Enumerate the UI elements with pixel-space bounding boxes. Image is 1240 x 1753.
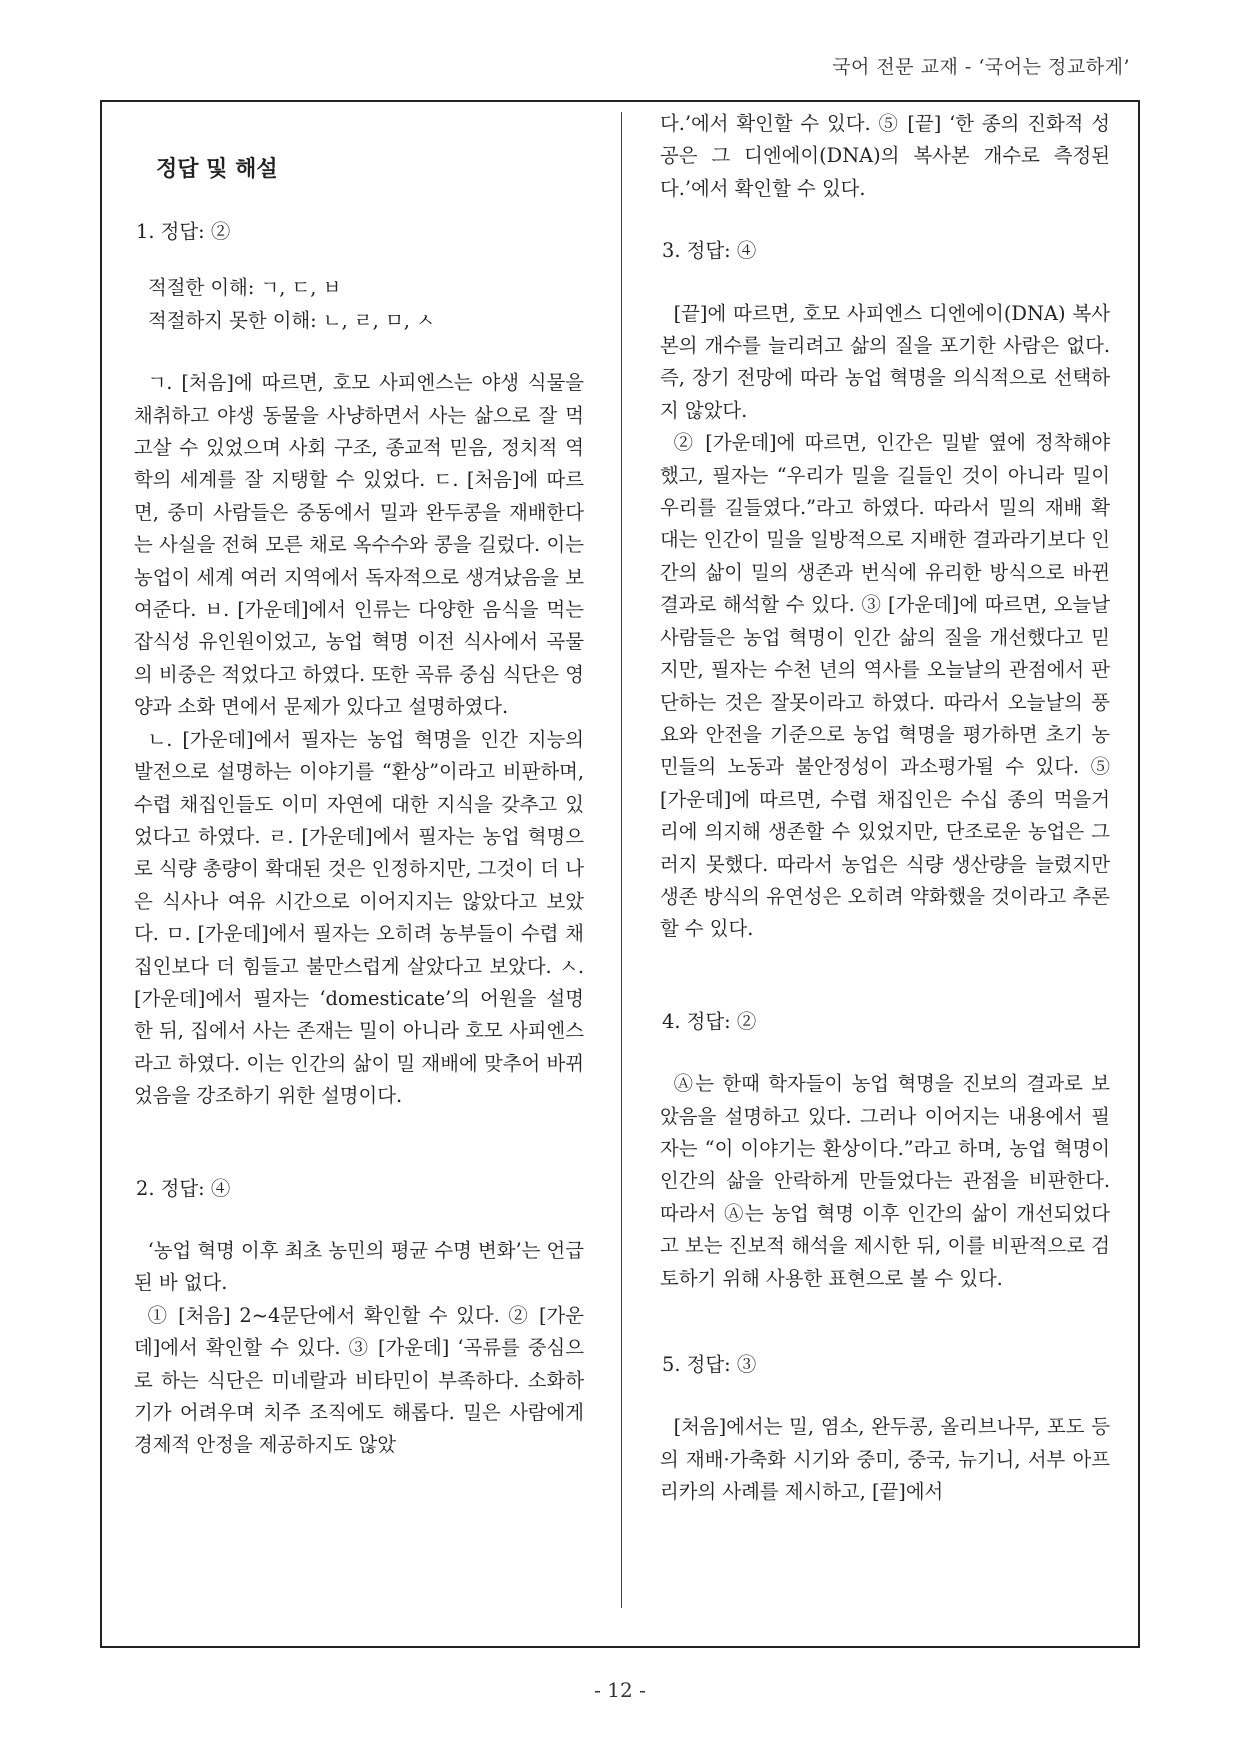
q2-explanation-1: ‘농업 혁명 이후 최초 농민의 평균 수명 변화’는 언급된 바 없다. [134,1238,584,1295]
q2-answer: 2. 정답: ④ [136,1176,231,1200]
right-column [660,108,1110,1509]
q3-answer: 3. 정답: ④ [662,239,757,263]
q3-explanation-1: [끝]에 따르면, 호모 사피엔스 디엔에이(DNA) 복사본의 개수를 늘리려고 삶의 질을 포기한 사람은 없다. 즉, 장기 전망에 따라 농업 혁명을 의식적으로 선택하지 않았다. [660,301,1110,422]
q4-answer: 4. 정답: ② [662,1009,757,1033]
section-title: 정답 및 해설 [156,157,278,182]
page-number: - 12 - [594,1678,646,1702]
column-divider [621,112,622,1608]
q1-explanation-1: ㄱ. [처음]에 따르면, 호모 사피엔스는 야생 식물을 채취하고 야생 동물을 사냥하면서 사는 삶으로 잘 먹고살 수 있었으며 사회 구조, 종교적 믿음, 정치적 역학의 세계를 잘 지탱할 수 있었다. ㄷ. [처음]에 따르면, 중미 사람들은 중동에서 밀과 완두콩을 재배한다는 사실을 전혀 모른 채로 옥수수와 콩을 길렀다. 이는 농업이 세계 여러 지역에서 독자적으로 생겨났음을 보여준다. ㅂ. [가운데]에서 인류는 다양한 음식을 먹는 잡식성 유인원이었고, 농업 혁명 이전 식사에서 곡물의 비중은 적었다고 하였다. 또한 곡류 중심 식단은 영양과 소화 면에서 문제가 있다고 설명하였다. [134,371,584,719]
q1-correct: 적절한 이해: ㄱ, ㄷ, ㅂ [148,276,342,300]
q1-incorrect: 적절하지 못한 이해: ㄴ, ㄹ, ㅁ, ㅅ [148,308,435,332]
q5-explanation: [처음]에서는 밀, 염소, 완두콩, 올리브나무, 포도 등의 재배·가축화 시기와 중미, 중국, 뉴기니, 서부 아프리카의 사례를 제시하고, [끝]에서 [660,1415,1110,1504]
q5-answer: 5. 정답: ③ [662,1353,757,1376]
q1-answer: 1. 정답: ② [136,220,231,243]
page-header: 국어 전문 교재 - ‘국어는 정교하게’ [832,56,1130,78]
q2-explanation-2: ① [처음] 2~4문단에서 확인할 수 있다. ② [가운데]에서 확인할 수 있다. ③ [가운데] ‘곡류를 중심으로 하는 식단은 미네랄과 비타민이 부족하다. 소화하기가 어려우며 치주 조직에도 해롭다. 밀은 사람에게 경제적 안정을 제공하지도 않았 [134,1303,584,1457]
q4-explanation: Ⓐ는 한때 학자들이 농업 혁명을 진보의 결과로 보았음을 설명하고 있다. 그러나 이어지는 내용에서 필자는 “이 이야기는 환상이다.”라고 하며, 농업 혁명이 인간의 삶을 안락하게 만들었다는 관점을 비판한다. 따라서 Ⓐ는 농업 혁명 이후 인간의 삶이 개선되었다고 보는 진보적 해석을 제시한 뒤, 이를 비판적으로 검토하기 위해 사용한 표현으로 볼 수 있다. [660,1072,1110,1290]
q3-explanation-2: ② [가운데]에 따르면, 인간은 밀밭 옆에 정착해야 했고, 필자는 “우리가 밀을 길들인 것이 아니라 밀이 우리를 길들였다.”라고 하였다. 따라서 밀의 재배 확대는 인간이 밀을 일방적으로 지배한 결과라기보다 인간의 삶이 밀의 생존과 번식에 유리한 방식으로 바뀐 결과로 해석할 수 있다. ③ [가운데]에 따르면, 오늘날 사람들은 농업 혁명이 인간 삶의 질을 개선했다고 믿지만, 필자는 수천 년의 역사를 오늘날의 관점에서 판단하는 것은 잘못이라고 하였다. 따라서 오늘날의 풍요와 안전을 기준으로 농업 혁명을 평가하면 초기 농민들의 노동과 불안정성이 과소평가될 수 있다. ⑤ [가운데]에 따르면, 수렵 채집인은 수십 종의 먹을거리에 의지해 생존할 수 있었지만, 단조로운 농업은 그러지 못했다. 따라서 농업은 식량 생산량을 늘렸지만 생존 방식의 유연성은 오히려 약화했을 것이라고 추론할 수 있다. [660,431,1110,941]
q1-explanation-2: ㄴ. [가운데]에서 필자는 농업 혁명을 인간 지능의 발전으로 설명하는 이야기를 “환상”이라고 비판하며, 수렵 채집인들도 이미 자연에 대한 지식을 갖추고 있었다고 하였다. ㄹ. [가운데]에서 필자는 농업 혁명으로 식량 총량이 확대된 것은 인정하지만, 그것이 더 나은 식사나 여유 시간으로 이어지지는 않았다고 보았다. ㅁ. [가운데]에서 필자는 오히려 농부들이 수렵 채집인보다 더 힘들고 불만스럽게 살았다고 보았다. ㅅ. [가운데]에서 필자는 ‘domesticate’의 어원을 설명한 뒤, 집에서 사는 존재는 밀이 아니라 호모 사피엔스라고 하였다. 이는 인간의 삶이 밀 재배에 맞추어 바뀌었음을 강조하기 위한 설명이다. [134,727,584,1108]
q2-explanation-continued: 다.’에서 확인할 수 있다. ⑤ [끝] ‘한 종의 진화적 성공은 그 디엔에이(DNA)의 복사본 개수로 측정된다.’에서 확인할 수 있다. [660,112,1110,200]
q1-summary [134,272,584,337]
left-column [134,108,584,1462]
